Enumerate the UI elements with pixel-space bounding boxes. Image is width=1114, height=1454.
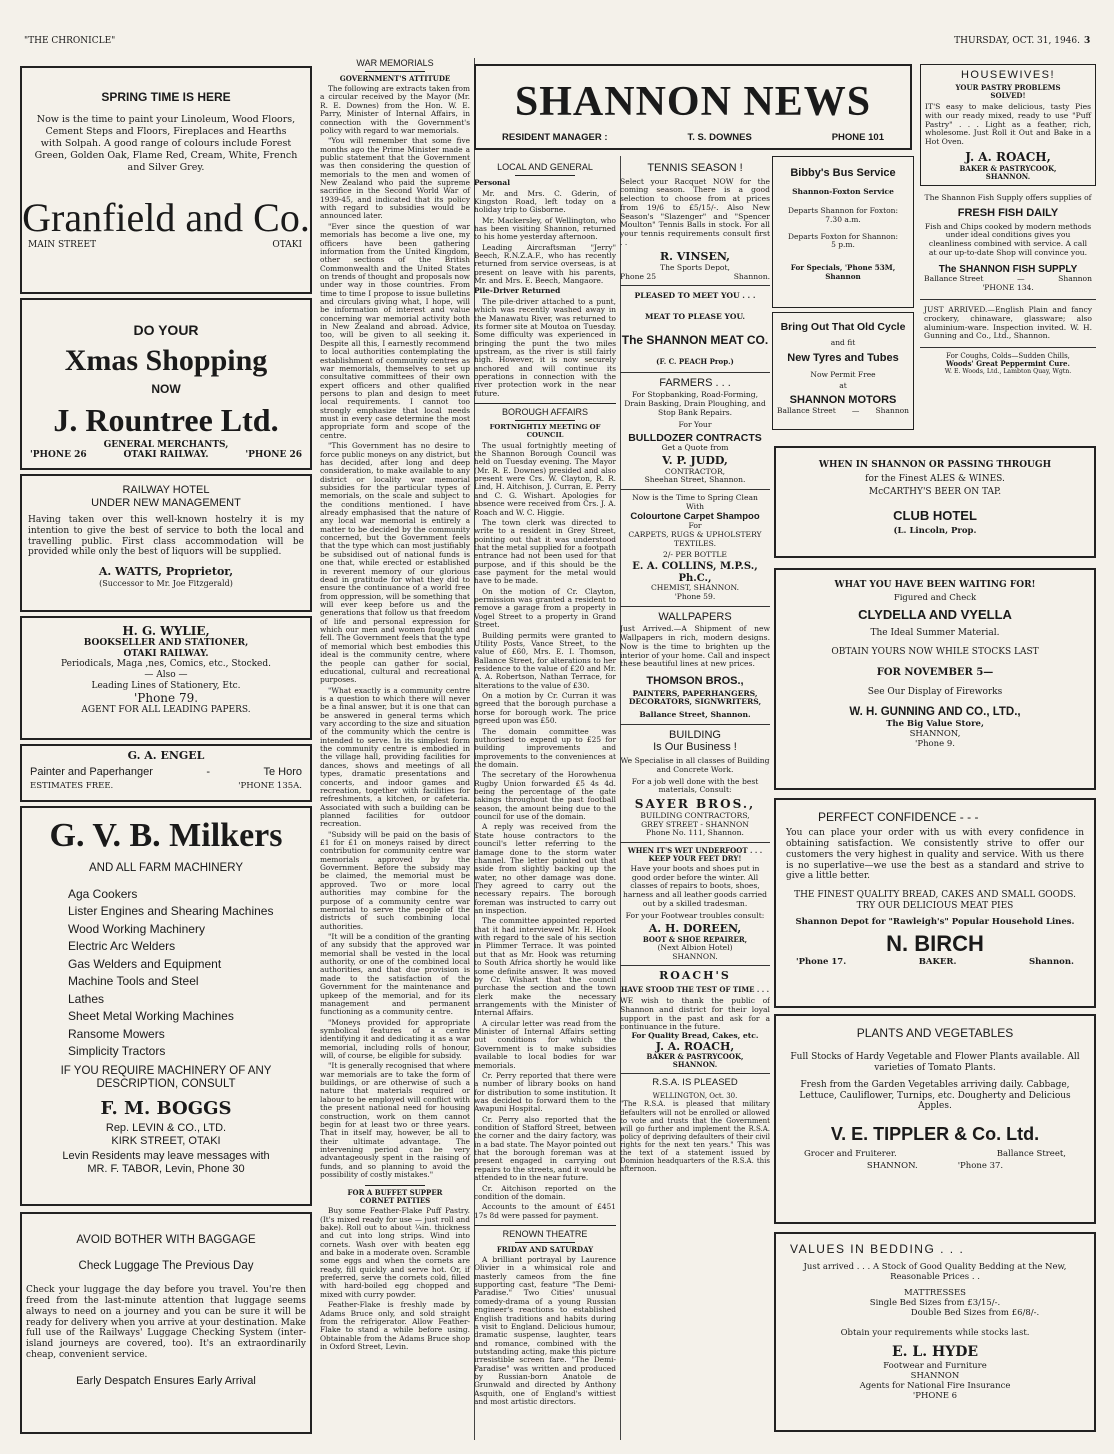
birch-l3: Shannon Depot for "Rawleigh's" Popular Household Lines. — [795, 917, 1075, 928]
war-para: "This Government has no desire to force public moneys on any district, but has decided, after long and deep consideration, to make available to any district or locality war memorial subsidies for the particular types of memorials, on the scale and subject to the conditions mentioned. I have already emphasised that the nature of any local war memorial is entirely a matter to be decided by the community concerned, but the Government feels that the type which can most justifiably be subsidised out of national funds is one that, while erected or established in reverent memory of our glorious dead in gratitude for what they did to ensure the continuance of a world free from oppression, will be something that will ever keep before us and the generations that follow us that freedom of life and personal expression for which our men and women fought and fell. The Government feels that the type of memorial which best embodies this ideal is the community centre, where the people can gather for social, educational, cultural and recreational purposes. — [320, 441, 470, 685]
wylie-ad — [20, 616, 312, 740]
sayer-name: SAYER BROS., — [634, 796, 756, 811]
judd-l2: For Your — [678, 419, 712, 429]
motors-street: Ballance Street — [777, 405, 836, 415]
birch-baker: BAKER. — [918, 957, 957, 968]
collins-l7: CHEMIST, SHANNON. — [650, 583, 740, 593]
sayer-t1: BUILDING — [669, 728, 721, 741]
borough-para: On a motion by Cr. Curran it was agreed that the borough purchase a horse for borough work. The price agreed upon was £50. — [474, 691, 616, 726]
housewives-l1: BAKER & PASTRYCOOK, — [959, 163, 1057, 173]
fish-l1: The Shannon Fish Supply offers supplies of — [924, 193, 1092, 203]
doreen-l2: BOOT & SHOE REPAIRER, — [642, 934, 748, 944]
motors-l3: New Tyres and Tubes — [787, 352, 899, 365]
birch-body: You can place your order with us with every confidence in obtaining satisfaction. We consistently strive to offer our customers the very highest in quality and service. With us there is no superlative—we use the best as a standard and strive to give a little better. — [786, 828, 1084, 882]
birch-ad — [774, 798, 1096, 1008]
sayer-l1: We Specialise in all classes of Building and Concrete Work. — [620, 756, 770, 774]
gunning-l1: WHAT YOU HAVE BEEN WAITING FOR! — [834, 580, 1036, 590]
rountree-phone-left: 'PHONE 26 — [30, 450, 87, 461]
renown-sub: FRIDAY AND SATURDAY — [496, 1245, 594, 1255]
borough-para: The committee appointed reported that it had interviewed Mr. H. Hook with regard to the sale of his section in Plimmer Terrace. It was pointed out that as Mr. Hook was returning to South Africa shortly he would like some definite answer. It was moved by Cr. Wishart that the council purchase the section and the town clerk make the necessary arrangements with the Minister of Internal Affairs. — [474, 916, 616, 1018]
collins-l2: With — [685, 501, 705, 511]
birch-l2: TRY OUR DELICIOUS MEAT PIES — [856, 900, 1014, 911]
rsa-body: "The R.S.A. is pleased that military defaulters will not be enrolled or allowed to vote and trusts that the Government will go further and implement the R.S.A. policy of depriving defaulters of their civil rights for the next ten years." This was the text of a statement issued by Dominion headquarters of the R.S.A. this afternoon. — [620, 1100, 770, 1173]
gvb-item: Simplicity Tractors — [68, 1044, 166, 1059]
bedding-l1: Just arrived . . . A Stock of Good Quality Bedding at the New, Reasonable Prices . . — [803, 1262, 1067, 1283]
housewives-title: HOUSEWIVES! — [960, 69, 1056, 81]
rsa-dateline: WELLINGTON, Oct. 30. — [652, 1092, 738, 1101]
war-para: "It will be a condition of the granting of any subsidy that the approved war memorial shall be vested in the local authority, or one of the combined local authorities, and that due provision is made to the satisfaction of the Government for the maintenance and upkeep of the memorial, and for its management and permanent functioning as a community centre. — [320, 932, 470, 1017]
gvb-item: Lathes — [68, 991, 105, 1006]
tennis-phone: Phone 25 — [620, 271, 657, 281]
tippler-name: V. E. TIPPLER & Co. Ltd. — [830, 1124, 1040, 1145]
gvb-if2: DESCRIPTION, CONSULT — [96, 1078, 236, 1091]
borough-title: BOROUGH AFFAIRS — [501, 407, 588, 418]
borough-para: Accounts to the amount of £451 17s 8d were passed for payment. — [474, 1202, 616, 1220]
railway-body: Having taken over this well-known hostelry it is my intention to give the best of service to both the local and travelling public. First class accommodation will be provided while only the best of liquors will be supplied. — [28, 514, 304, 558]
borough-para: The secretary of the Horowhenua Rugby Union forwarded £5 4s 4d. being the percentage of the gate takings throughout the past football season, the amount being due to the council for use of the domain. — [474, 770, 616, 822]
gvb-tabor: MR. F. TABOR, Levin, Phone 30 — [87, 1162, 245, 1175]
bibby-sub: Shannon-Foxton Service — [792, 186, 894, 196]
shannon-motors-ad — [772, 312, 914, 430]
woods-l1: For Coughs, Colds—Sudden Chills, — [946, 352, 1070, 361]
war-para: The following are extracts taken from a circular received by the Mayor (Mr. R. E. Downes) from the Hon. W. E. Parry, Minister of Internal Affairs, in connection with the Government's policy with regard to war memorials. — [320, 84, 470, 135]
gunning-l8: SHANNON, — [909, 729, 961, 740]
gvb-ad — [20, 806, 312, 1206]
local-pile-para: The pile-driver attached to a punt, which was recently washed away in the Manawatu River, was returned to its former site at Moutoa on Tuesday. Some difficulty was experienced in bringing the punt the two miles upstream, as the river is still fairly high. However, it is now securely anchored and will continue its operations in connection with the river protection work in the near future. — [474, 296, 616, 398]
war-para: "What exactly is a community centre is a question to which there will never be a final answer, but it is one that can be answered in general terms which vary according to the size and situation of the community which the centre is intended to serve. In its simplest form the community centre is embodied in the village hall, providing facilities for dances, shows and meetings of all types, dramatic presentations and concerts, and indoor games and recreation, together with facilities for refreshments, a kitchen, or cafeteria. Associated with such a building can be planned facilities for outdoor recreation. — [320, 685, 470, 829]
railway-t2: UNDER NEW MANAGEMENT — [91, 496, 241, 509]
motors-name: SHANNON MOTORS — [789, 393, 897, 406]
gvb-rep: Rep. LEVIN & CO., LTD. — [105, 1122, 227, 1135]
bedding-l3: Single Bed Sizes from £3/15/-. — [869, 1298, 1001, 1309]
doreen-t1: WHEN IT'S WET UNDERFOOT . . . — [627, 845, 763, 855]
bedding-title: VALUES IN BEDDING . . . — [790, 1242, 965, 1256]
judd-ad — [620, 373, 770, 490]
tippler-l4: 'Phone 37. — [957, 1161, 1004, 1172]
rountree-phone-right: 'PHONE 26 — [245, 450, 302, 461]
doreen-t2: KEEP YOUR FEET DRY! — [648, 853, 742, 863]
hyde-name: E. L. HYDE — [891, 1344, 979, 1361]
woods-l3: W. E. Woods, Ltd., Lambton Quay, Wgtn. — [944, 368, 1072, 376]
roachs-body: WE wish to thank the public of Shannon and district for their loyal support in the past and ask for a continuance in the future. — [620, 996, 770, 1032]
gvb-item: Wood Working Machinery — [68, 921, 205, 936]
rountree-sub2: OTAKI RAILWAY. — [123, 450, 209, 461]
engel-l1: Painter and Paperhanger — [30, 765, 153, 778]
thomson-title: WALLPAPERS — [658, 610, 732, 623]
gunning-l7: The Big Value Store, — [886, 719, 984, 730]
local-para: Leading Aircraftsman "Jerry" Beech, R.N.Z.A.F., who has recently returned from service overseas, is at present on leave with his parents, Mr. and Mrs. E. Beech, Mangaore. — [474, 242, 616, 286]
rsa-title: R.S.A. IS PLEASED — [652, 1077, 738, 1089]
collins-name: E. A. COLLINS, M.P.S., Ph.C., — [632, 561, 758, 584]
rountree-sub1: GENERAL MERCHANTS, — [103, 439, 229, 450]
roachs-title: ROACH'S — [659, 969, 731, 983]
birch-name: N. BIRCH — [886, 931, 984, 957]
sayer-l4: GREY STREET - SHANNON — [641, 819, 749, 829]
borough-para: A reply was received from the State house contractors to the council's letter referring to the damage done to the storm water channel. The letter pointed out that aside from slightly backing up the water, no other damage was done. They agreed to carry out the necessary repairs. The borough foreman was instructed to carry out an inspection. — [474, 822, 616, 916]
engel-dash: - — [206, 765, 211, 778]
thomson-l1: PAINTERS, PAPERHANGERS, DECORATORS, SIGNWRITERS, — [628, 688, 762, 707]
meat-l1: PLEASED TO MEET YOU . . . — [634, 291, 756, 301]
gvb-kirk: KIRK STREET, OTAKI — [111, 1135, 221, 1147]
tennis-name: R. VINSEN, — [659, 250, 731, 264]
small-ads-column — [620, 156, 770, 1440]
housewives-body: IT'S easy to make delicious, tasty Pies with our ready mixed, ready to use "Puff Pastry" . . . Light as a feather, rich, wholesome. Just Roll it Out and Bake in a Hot Oven. — [925, 101, 1091, 147]
bibby-title: Bibby's Bus Service — [790, 167, 896, 179]
wylie-name: H. G. WYLIE, — [122, 624, 210, 638]
judd-title: FARMERS . . . — [659, 376, 731, 389]
engel-ad — [20, 744, 312, 802]
granfield-title: SPRING TIME IS HERE — [101, 90, 231, 104]
buffet-title: FOR A BUFFET SUPPER — [347, 1188, 443, 1198]
wylie-l3: Periodicals, Maga ,nes, Comics, etc., Stocked. — [60, 659, 272, 670]
gunning-l5: FOR NOVEMBER 5— — [876, 667, 994, 679]
motors-l5: at — [839, 381, 847, 391]
judd-name: V. P. JUDD, — [662, 454, 728, 468]
hyde-l7: SHANNON — [910, 1370, 960, 1381]
roachs-l1: For Quality Bread, Cakes, etc. — [631, 1031, 759, 1041]
gvb-levin: Levin Residents may leave messages with — [62, 1149, 270, 1162]
gunning-l4: OBTAIN YOURS NOW WHILE STOCKS LAST — [831, 646, 1039, 657]
bibby-l1: Departs Shannon for Foxton: — [787, 205, 899, 215]
judd-l3: BULLDOZER CONTRACTS — [628, 432, 762, 445]
thomson-body: Just Arrived.—A Shipment of new Wallpapers in rich, modern designs. Now is the time to brighten up the interior of your home. Call and inspect these beautiful lines at new prices. — [620, 624, 770, 669]
plants-p2: Fresh from the Garden Vegetables arriving daily. Cabbage, Lettuce, Cauliflower, Turnips, etc. Dougherty and Delicious Apples. — [799, 1079, 1071, 1112]
granfield-town: OTAKI — [272, 240, 302, 250]
hyde-l8: Agents for National Fire Insurance — [859, 1380, 1011, 1391]
collins-l3: Colourtone Carpet Shampoo — [630, 510, 760, 522]
local-para: Mr. Mackersley, of Wellington, who has been visiting Shannon, returned to his home yesterday afternoon. — [474, 215, 616, 242]
fish-phone: 'PHONE 134. — [982, 283, 1034, 293]
bibby-l2: Departs Foxton for Shannon: — [787, 231, 899, 241]
club-l2: for the Finest ALES & WINES. — [865, 473, 1005, 484]
tennis-town: Shannon. — [733, 271, 770, 281]
sayer-l2: For a job well done with the best materials, Consult: — [631, 776, 759, 795]
hyde-l6: Footwear and Furniture — [883, 1360, 987, 1371]
wylie-l4: — Also — — [144, 669, 188, 680]
railway-hotel-ad — [20, 474, 312, 612]
meat-l2: MEAT TO PLEASE YOU. — [644, 312, 746, 322]
granfield-name: Granfield and Co. — [22, 194, 310, 240]
baggage-body: Check your luggage the day before you travel. You're then freed from the last-minute attention that luggage seems always to need on a journey and you can be sure it will be ready for delivery when you arrive at your destination. Make full use of the Railways' Luggage Checking System (inter-island journeys are covered, too). It's an extraordinarily cheap, convenient service. — [26, 1285, 306, 1360]
engel-town: Te Horo — [263, 765, 302, 778]
bibby-t1: 7.30 a.m. — [825, 214, 861, 224]
doreen-ad — [620, 843, 770, 967]
tippler-l2: Ballance Street, — [996, 1149, 1066, 1160]
masthead-manager-label: RESIDENT MANAGER : — [502, 131, 608, 143]
fish-title: FRESH FISH DAILY — [957, 206, 1059, 219]
collins-l4: For — [688, 521, 702, 531]
sayer-ad — [620, 725, 770, 843]
baggage-t1: AVOID BOTHER WITH BAGGAGE — [76, 1234, 256, 1246]
judd-l4: Get a Quote from — [661, 443, 729, 453]
housewives-name: J. A. ROACH, — [965, 149, 1051, 164]
gvb-item: Lister Engines and Shearing Machines — [68, 904, 274, 919]
gvb-item: Machine Tools and Steel — [68, 974, 199, 989]
roachs-sub: HAVE STOOD THE TEST OF TIME . . . — [620, 985, 770, 995]
gunning-name: W. H. GUNNING AND CO., LTD., — [849, 705, 1021, 718]
borough-para: The usual fortnightly meeting of the Shannon Borough Council was held on Tuesday evening. The Mayor (Mr. R. E. Downes) presided and also present were Crs. W. Clayton, R. R. Lind, H. Aitchison, J. Curran, E. Perry and C. G. Wishart. Apologies for absence were received from Crs. J. A. Roach and W. C. Higgie. — [474, 440, 616, 517]
war-memorials-article — [320, 58, 475, 1440]
gvb-item: Electric Arc Welders — [68, 939, 176, 954]
tennis-body: Select your Racquet NOW for the coming season. There is a good selection to choose from at prices from 19/6 to £5/15/-. Also New Season's "Slazenger" and "Spencer Moulton" Tennis Balls in stock. For all your tennis requirements consult first . . — [620, 176, 770, 247]
tennis-ad — [620, 162, 770, 286]
running-head-left: "THE CHRONICLE" — [24, 36, 116, 46]
tennis-title: TENNIS SEASON ! — [647, 162, 743, 174]
tippler-l1: Grocer and Fruiterer. — [804, 1149, 897, 1160]
borough-sub1: FORTNIGHTLY MEETING OF — [489, 423, 601, 432]
roachs-ad — [620, 966, 770, 1074]
gvb-list — [68, 886, 310, 1061]
motors-dash: — — [851, 405, 860, 415]
renown-body: A brilliant portrayal by Laurence Olivier in a whimsical role and masterly cameos from the fine supporting cast, feature "The Demi-Paradise." Two Cities' unusual comedy-drama of a young Russian engineer's reactions to established English traditions and habits during a visit to England. Delicious humour, dramatic suspense, laughter, tears and romance, combined with the outstanding acting, make this picture irresistible screen fare. "The Demi-Paradise" was written and produced by Russian-born Anatole de Grunwald and directed by Anthony Asquith, one of England's wittiest and most artistic directors. — [474, 1255, 616, 1407]
motors-l4: Now Permit Free — [810, 370, 876, 380]
gunning-l6: See Our Display of Fireworks — [867, 686, 1003, 697]
rountree-name: J. Rountree Ltd. — [53, 402, 279, 439]
roachs-l3: SHANNON. — [672, 1060, 718, 1070]
club-name: CLUB HOTEL — [893, 507, 977, 523]
gvb-item: Gas Welders and Equipment — [68, 956, 222, 971]
club-prop: (L. Lincoln, Prop. — [893, 526, 977, 537]
baggage-ad — [20, 1212, 312, 1434]
collins-l1: Now is the Time to Spring Clean — [632, 493, 758, 503]
railway-succ: (Successor to Mr. Joe Fitzgerald) — [99, 579, 233, 589]
bibby-l3: For Specials, 'Phone 53M, Shannon — [790, 263, 896, 281]
page-number: 3 — [1084, 36, 1091, 46]
bedding-l4: Double Bed Sizes from £6/8/-. — [910, 1308, 1040, 1319]
thomson-ad — [620, 607, 770, 725]
fish-town: Shannon — [1058, 274, 1092, 284]
borough-para: The town clerk was directed to write to a resident in Grey Street, pointing out that it was understood that the metal supplied for a footpath entrance had not been used for that purpose, and if this should be the case payment for the metal would have to be made. — [474, 517, 616, 586]
meat-name: The SHANNON MEAT CO. — [621, 332, 769, 347]
borough-para: On the motion of Cr. Clayton, permission was granted a resident to remove a garage from a property in Vogel Street to a property in Grand Street. — [474, 586, 616, 630]
local-personal: Personal — [474, 178, 511, 188]
rountree-ad — [20, 298, 312, 470]
roachs-name: J. A. ROACH, — [655, 1039, 735, 1053]
borough-para: Cr. Perry reported that there were a number of library books on hand for distribution to some institution. It was decided to forward them to the Awapuni Hospital. — [474, 1070, 616, 1114]
engel-est: ESTIMATES FREE. — [30, 780, 114, 791]
collins-l8: 'Phone 59. — [674, 592, 716, 602]
war-title: WAR MEMORIALS — [356, 58, 434, 68]
motors-town: Shannon — [875, 405, 909, 415]
gunning-ad — [774, 568, 1096, 790]
sayer-l5: Phone No. 111, Shannon. — [646, 828, 744, 838]
bibby-t2: 5 p.m. — [831, 240, 855, 250]
local-pile-head: Pile-Driver Returned — [474, 286, 561, 296]
gunning-l3: The Ideal Summer Material. — [870, 627, 1000, 638]
birch-phone: 'Phone 17. — [796, 957, 847, 968]
judd-l6: Sheehan Street, Shannon. — [644, 475, 746, 485]
borough-para: A circular letter was read from the Minister of Internal Affairs setting out conditions for which the Government is to make subsidies available to local bodies for war memorials. — [474, 1018, 616, 1070]
birch-town: Shannon. — [1028, 957, 1074, 968]
hyde-l9: 'PHONE 6 — [912, 1390, 958, 1401]
thomson-name: THOMSON BROS., — [646, 675, 744, 688]
local-news-column — [474, 156, 621, 1440]
granfield-body: Now is the time to paint your Linoleum, Wood Floors, Cement Steps and Floors, Fireplaces and Hearths with Solpah. A good range of colours include Forest Green, Golden Oak, Flame Red, Cream, White, French and Silver Grey. — [34, 114, 298, 173]
woods-l2: Woods' Great Peppermint Cure. — [946, 359, 1070, 369]
gvb-sub: AND ALL FARM MACHINERY — [88, 862, 243, 875]
renown-title: RENOWN THEATRE — [502, 1228, 588, 1239]
plants-p1: Full Stocks of Hardy Vegetable and Flower Plants available. All varieties of Tomato Plants. — [790, 1052, 1080, 1073]
borough-para: Cr. Aitchison reported on the condition of the domain. — [474, 1183, 616, 1201]
baggage-foot: Early Despatch Ensures Early Arrival — [76, 1374, 256, 1387]
gvb-item: Sheet Metal Working Machines — [68, 1009, 234, 1024]
running-head-date: THURSDAY, OCT. 31, 1946. — [954, 36, 1080, 46]
fish-dash: — — [1017, 274, 1025, 284]
gvb-name: G. V. B. Milkers — [49, 817, 283, 854]
fish-ad — [920, 186, 1096, 300]
borough-para: Building permits were granted to Utility Posts, Vance Street, to the value of £60, Mrs. E. I. Thomson, Ballance Street, for alterations to her residence to the value of £20 and Mr. A. A. Robertson, Nathan Terrace, for alterations to the value of £30. — [474, 630, 616, 690]
gunning-l2: Figured and Check — [893, 592, 977, 603]
collins-ad — [620, 490, 770, 607]
bibby-bus-ad — [772, 156, 914, 308]
masthead-manager: T. S. DOWNES — [687, 131, 752, 143]
engel-phone: 'PHONE 135A. — [238, 780, 302, 791]
railway-t1: RAILWAY HOTEL — [122, 484, 210, 496]
tennis-depot: The Sports Depot, — [660, 263, 730, 273]
railway-prop: A. WATTS, Proprietor, — [98, 565, 234, 579]
war-para: "It is generally recognised that where war memorials are to take the form of buildings, or are otherwise of such a nature that materials required or labour to be employed will conflict with the present national need for housing construction, work on them cannot begin for at least two or three years. That in itself may, however, be all to their ultimate advantage. The intervening period can be very advantageously spent in the raising of funds, and so planning to avoid the possibility of costly mistakes." — [320, 1061, 470, 1180]
gvb-item: Ransome Mowers — [68, 1026, 165, 1041]
doreen-l4: SHANNON. — [672, 951, 718, 961]
housewives-sub2: SOLVED! — [990, 90, 1026, 100]
club-l3: McCARTHY'S BEER ON TAP. — [868, 487, 1002, 498]
borough-para: The domain committee was authorised to expend up to £25 for building improvements and improvements to the conveniences at the domain. — [474, 726, 616, 769]
local-para: Mr. and Mrs. C. Gderin, of Kingston Road, left today on a holiday trip to Gisborne. — [474, 188, 616, 215]
war-para: "You will remember that some five months ago the Prime Minister made a public statement that the Government was then considering the question of memorials to the men and women of New Zealand who paid the supreme sacrifice in the Second World War of 1939-45, and indicated that its policy with regard to subsidies would be announced later. — [320, 136, 470, 221]
birch-l1: THE FINEST QUALITY BREAD, CAKES AND SMALL GOODS. — [794, 890, 1076, 901]
meat-ad — [620, 286, 770, 372]
buffet-para: Feather-Flake is freshly made by Adams Bruce only, and sold straight from the refrigerator. Allow Feather-Flake to stand a while before using. Obtainable from the Adams Bruce shop in Oxford Street, Levin. — [320, 1300, 470, 1351]
buffet-sub: CORNET PATTIES — [359, 1196, 431, 1206]
motors-l2: and fit — [830, 338, 856, 348]
baggage-t2: Check Luggage The Previous Day — [78, 1259, 254, 1272]
doreen-l1: For your Footwear troubles consult: — [625, 910, 765, 920]
hyde-ad — [774, 1232, 1096, 1432]
collins-l6: 2/- PER BOTTLE — [663, 549, 727, 559]
right-top-column — [920, 64, 1096, 434]
borough-para: Cr. Perry also reported that the condition of Stafford Street, between the corner and the dairy factory, was in a bad state. The Mayor pointed out that the borough foreman was at present engaged in carrying out repairs to the streets, and it would be attended to in the near future. — [474, 1114, 616, 1183]
granfield-ad — [20, 66, 312, 294]
sayer-t2: Is Our Business ! — [653, 741, 737, 754]
plants-title: PLANTS AND VEGETABLES — [856, 1026, 1014, 1040]
tippler-l3: SHANNON. — [866, 1161, 918, 1172]
local-title: LOCAL AND GENERAL — [497, 162, 593, 172]
thomson-l2: Ballance Street, Shannon. — [639, 710, 751, 720]
engel-name: G. A. ENGEL — [127, 749, 205, 762]
judd-l5: CONTRACTOR, — [664, 466, 726, 476]
gvb-boggs: F. M. BOGGS — [100, 1097, 232, 1119]
war-para: "Ever since the question of war memorials has become a live one, my officers have been gathering information from the United Kingdom, other sections of the British Commonwealth and the United States on trends of thought and proposals now under way in those countries. From time to time I propose to issue bulletins and circulars giving what, I hope, will be information of interest and value concerning war memorial activity both in New Zealand and abroad. Advice, too, will be given to all seeking it. Despite all this, I earnestly recommend to local authorities contemplating the establishment of community centres as war memorials, themselves to set up consultative committees of their own expert officers and other qualified persons to plan and design to meet local requirements. I cannot too strongly emphasize that local needs must in every case determine the most appropriate form and scope of the centre. — [320, 221, 470, 440]
doreen-l3: (Next Albion Hotel) — [657, 943, 733, 953]
borough-sub2: COUNCIL — [526, 430, 564, 439]
tippler-ad — [774, 1014, 1096, 1224]
fish-name: The SHANNON FISH SUPPLY — [938, 263, 1078, 275]
motors-l1: Bring Out That Old Cycle — [780, 321, 906, 333]
birch-title: PERFECT CONFIDENCE - - - — [818, 810, 979, 824]
masthead-phone: PHONE 101 — [831, 131, 884, 143]
buffet-para: Buy some Feather-Flake Puff Pastry. (It's mixed ready for use — just roll and bake). Roll out to about ¼in. thickness and cut into long strips. Wind into cornets. Wash over with beaten egg and bake in a moderate oven. Scramble some eggs and when the cornets are ready, fill quickly and serve hot. Or, if preferred, serve the cornets cold, filled with hard-boiled egg chopped and mixed with curry powder. — [320, 1206, 470, 1299]
meat-prop: (F. C. PEACH Prop.) — [656, 356, 734, 366]
gunning-name1: CLYDELLA AND VYELLA — [858, 606, 1012, 622]
housewives-ad — [920, 64, 1096, 186]
fish-street: Ballance Street — [924, 274, 984, 284]
fish-body: Fish and Chips cooked by modern methods under ideal conditions gives you cleanliness combined with service. A call at our up-to-date Shop will convince you. — [924, 221, 1092, 258]
wylie-l6: 'Phone 79. — [133, 691, 199, 706]
war-para: "Subsidy will be paid on the basis of £1 for £1 on moneys raised by direct contribution for community centre war memorials approved by the Government. Before the subsidy may be claimed, the memorial must be approved. Two or more local authorities may combine for the purpose of a community centre war memorial to serve the people of the districts of such combining local authorities. — [320, 829, 470, 931]
club-hotel-ad — [774, 446, 1096, 558]
wylie-l7: AGENT FOR ALL LEADING PAPERS. — [81, 705, 251, 716]
judd-l1: For Stopbanking, Road-Forming, Drain Basking, Drain Ploughing, and Stop Bank Repairs. — [624, 390, 766, 417]
wylie-l2: OTAKI RAILWAY. — [123, 648, 209, 659]
gunning-l9: 'Phone 9. — [915, 739, 955, 750]
rountree-l3: NOW — [151, 381, 181, 396]
masthead-title: SHANNON NEWS — [514, 79, 872, 125]
rountree-l2: Xmas Shopping — [64, 343, 268, 377]
shannon-news-masthead — [474, 64, 912, 150]
granfield-street: MAIN STREET — [28, 240, 97, 250]
gvb-if1: IF YOU REQUIRE MACHINERY OF ANY — [60, 1064, 272, 1077]
war-sub: GOVERNMENT'S ATTITUDE — [339, 74, 451, 84]
doreen-name: A. H. DOREEN, — [648, 922, 742, 936]
housewives-l2: SHANNON. — [985, 171, 1031, 181]
club-l1: WHEN IN SHANNON OR PASSING THROUGH — [818, 460, 1052, 470]
sayer-l3: BUILDING CONTRACTORS, — [640, 810, 750, 820]
roachs-l2: BAKER & PASTRYCOOK, — [646, 1052, 744, 1062]
war-para: "Moneys provided for appropriate symbolical features of a centre identifying it and dedicating it as a war memorial, including rolls of honour, will, of course, be eligible for subsidy. — [320, 1017, 470, 1061]
arrived-ad — [920, 300, 1096, 348]
housewives-sub1: YOUR PASTRY PROBLEMS — [955, 82, 1061, 92]
bedding-l5: Obtain your requirements while stocks last. — [840, 1328, 1030, 1339]
rsa-article — [620, 1074, 770, 1176]
collins-l5: CARPETS, RUGS & UPHOLSTERY TEXTILES. — [628, 530, 762, 548]
rountree-l1: DO YOUR — [133, 322, 199, 338]
bedding-l2: MATTRESSES — [903, 1288, 966, 1299]
wylie-l5: Leading Lines of Stationery, Etc. — [91, 680, 241, 691]
arrived-body: JUST ARRIVED.—English Plain and fancy crockery, chinaware, glassware; also aluminium-ware. Inspection invited. W. H. Gunning and Co., Ltd., Shannon. — [924, 305, 1092, 341]
wylie-l1: BOOKSELLER AND STATIONER, — [83, 638, 249, 649]
doreen-body: Have your boots and shoes put in good order before the winter. All classes of repairs to boots, shoes, harness and all leather goods carried out by a skilled tradesman. — [622, 864, 768, 908]
gvb-item: Aga Cookers — [68, 886, 138, 901]
woods-ad — [920, 348, 1096, 379]
